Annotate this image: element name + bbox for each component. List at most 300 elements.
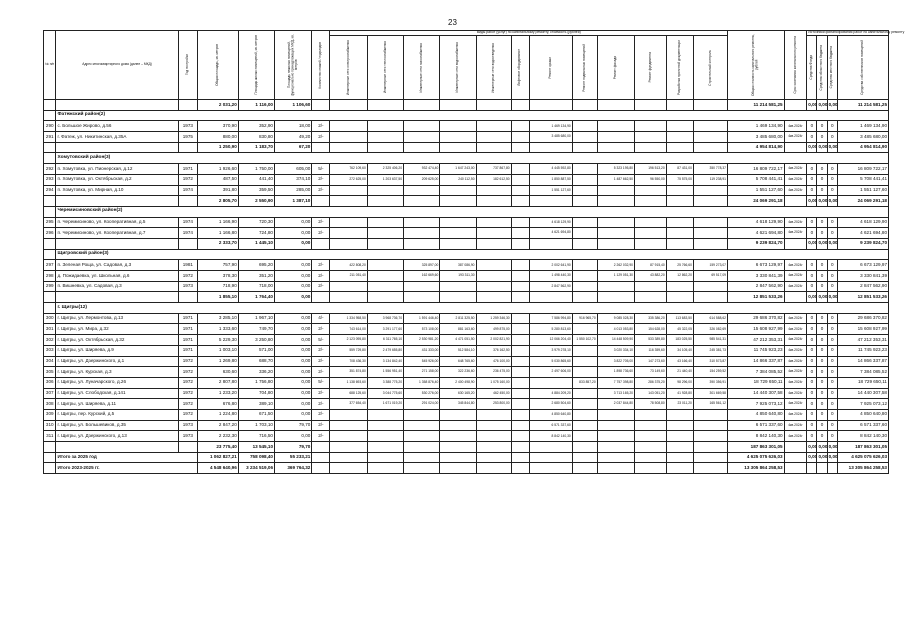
cell-w12: 69 517,09 [693, 271, 727, 282]
cell-f1: 0,00 [807, 196, 817, 207]
cell-deadline [784, 463, 807, 474]
cell-total-cost: 16 809 722,17 [728, 164, 785, 175]
cell-w6 [511, 217, 529, 228]
header-w12: Строительный контроль [693, 36, 727, 100]
cell-w8: 1 550 102,70 [572, 335, 597, 346]
cell-living-area: 441,40 [238, 174, 274, 185]
cell-w5 [476, 142, 511, 153]
cell-f1: 0 [807, 356, 817, 367]
cell-w3 [404, 431, 440, 442]
cell-num: 305 [44, 367, 56, 378]
cell-address: с. Большое Жирово, д.56 [56, 121, 178, 132]
cell-w10: 143 051,20 [635, 388, 667, 399]
cell-nonliving-area: 0,00 [275, 345, 312, 356]
cell-f4: 14 440 307,58 [837, 388, 888, 399]
cell-f2: 0 [817, 185, 827, 196]
cell-w12: 154 259,52 [693, 367, 727, 378]
cell-w5 [476, 442, 511, 453]
cell-nonliving-area: 0,00 [275, 324, 312, 335]
cell-f1: 0 [807, 217, 817, 228]
region-header-row [44, 153, 889, 164]
cell-w10: 43 882,20 [635, 271, 667, 282]
cell-f4: 4 618 129,90 [837, 217, 888, 228]
cell-w7 [529, 238, 572, 249]
header-w9: Ремонт фасада [597, 36, 634, 100]
cell-w9 [597, 420, 634, 431]
cell-living-area: 1 703,10 [238, 420, 274, 431]
cell-total-cost: 8 842 140,30 [728, 431, 785, 442]
cell-total-cost: 13 305 864 258,53 [728, 463, 785, 474]
cell-f4: 7 384 085,52 [837, 367, 888, 378]
cell-w7: 2 680 504,60 [529, 399, 572, 410]
cell-w11: 23 011,20 [666, 399, 693, 410]
cell-total-cost: 15 608 927,99 [728, 324, 785, 335]
cell-f1: 0 [807, 132, 817, 143]
cell-w10: 96 550,00 [635, 174, 667, 185]
cell-floors: 5/- [312, 164, 330, 175]
cell-w8 [572, 196, 597, 207]
cell-total-cost: 5 708 441,41 [728, 174, 785, 185]
cell-w8 [572, 399, 597, 410]
cell-address: г. Щигры, ул. Слободская, д.141 [56, 388, 178, 399]
cell-num: 308 [44, 399, 56, 410]
region-name: Щигровский район(3) [56, 249, 889, 260]
cell-w5 [476, 196, 511, 207]
cell-w10 [635, 442, 667, 453]
table-row [44, 420, 889, 431]
cell-floors: 2/- [312, 356, 330, 367]
cell-w3 [404, 228, 440, 239]
cell-w8 [572, 442, 597, 453]
cell-floors: 2/- [312, 185, 330, 196]
cell-w6 [511, 260, 529, 271]
cell-f1: 0 [807, 174, 817, 185]
cell-w2 [367, 260, 403, 271]
cell-w5: 462 450,00 [476, 388, 511, 399]
cell-w11: 43 166,40 [666, 356, 693, 367]
cell-nonliving-area: 0,00 [275, 238, 312, 249]
cell-w5 [476, 100, 511, 111]
cell-w4: 512 584,10 [440, 345, 476, 356]
cell-w5 [476, 281, 511, 292]
cell-f3: 0 [827, 388, 837, 399]
cell-floors: 2/- [312, 271, 330, 282]
cell-w5: 1 259 346,30 [476, 313, 511, 324]
cell-f3: 0,00 [827, 452, 837, 463]
cell-w11 [666, 196, 693, 207]
cell-f2: 0 [817, 431, 827, 442]
cell-w10 [635, 281, 667, 292]
cell-w3 [404, 132, 440, 143]
cell-w1 [330, 185, 367, 196]
cell-floors: 2/- [312, 399, 330, 410]
cell-f4: 24 069 291,18 [837, 196, 888, 207]
cell-w2: 1 671 019,20 [367, 399, 403, 410]
region-name: Фатежский район(2) [56, 110, 889, 121]
cell-f2: 0,00 [817, 196, 827, 207]
cell-w7: 2 002 641,90 [529, 260, 572, 271]
cell-w9 [597, 132, 634, 143]
cell-year: 1975 [178, 132, 197, 143]
cell-address: п. Хомутовка, ул. Октябрьская, д.2 [56, 174, 178, 185]
cell-f3: 0 [827, 377, 837, 388]
cell-deadline [784, 238, 807, 249]
cell-w7: 4 621 694,80 [529, 228, 572, 239]
cell-w2: 1 556 951,40 [367, 367, 403, 378]
cell-num: 291 [44, 132, 56, 143]
cell-w7 [529, 196, 572, 207]
cell-w12: 985 541,31 [693, 335, 727, 346]
cell-w6 [511, 367, 529, 378]
cell-year: 1972 [178, 399, 197, 410]
cell-w10 [635, 100, 667, 111]
cell-floors: 2/- [312, 367, 330, 378]
cell-total-cost: 3 330 841,39 [728, 271, 785, 282]
cell-w8 [572, 324, 597, 335]
cell-w6 [511, 345, 529, 356]
total-row [44, 452, 889, 463]
cell-nonliving-area: 0,00 [275, 399, 312, 410]
cell-w3: 530 276,00 [404, 388, 440, 399]
cell-w12: 390 356,91 [693, 377, 727, 388]
cell-address: п. Черемисиново, ул. Кооперативная, д.5 [56, 217, 178, 228]
table-row [44, 217, 889, 228]
cell-w1: 743 614,00 [330, 324, 367, 335]
cell-w8 [572, 100, 597, 111]
cell-year: 1973 [178, 420, 197, 431]
cell-w9 [597, 463, 634, 474]
cell-w12 [693, 442, 727, 453]
cell-w3: 209 625,00 [404, 174, 440, 185]
cell-w5 [476, 452, 511, 463]
table-row [44, 228, 889, 239]
cell-f2: 0 [817, 367, 827, 378]
cell-f3: 0 [827, 217, 837, 228]
cell-total-area: 1 269,80 [198, 356, 239, 367]
cell-w10 [635, 142, 667, 153]
cell-w5 [476, 121, 511, 132]
cell-w10 [635, 196, 667, 207]
cell-w8: 916 965,70 [572, 313, 597, 324]
cell-address: г. Щигры, ул. Луначарского, д.26 [56, 377, 178, 388]
cell-w11 [666, 142, 693, 153]
cell-w1 [330, 142, 367, 153]
cell-num: 295 [44, 217, 56, 228]
cell-w5: 182 612,50 [476, 174, 511, 185]
cell-total-cost: 4 625 075 626,03 [728, 452, 785, 463]
cell-total-cost: 29 686 370,82 [728, 313, 785, 324]
cell-year: 1972 [178, 409, 197, 420]
cell-w10 [635, 228, 667, 239]
cell-living-area: 758 098,40 [238, 452, 274, 463]
cell-nonliving-area: 67,20 [275, 142, 312, 153]
cell-w11 [666, 292, 693, 303]
cell-num: 290 [44, 121, 56, 132]
cell-floors [312, 463, 330, 474]
cell-w7: 4 618 129,90 [529, 217, 572, 228]
cell-w8 [572, 281, 597, 292]
cell-total-cost: 4 621 694,80 [728, 228, 785, 239]
cell-nonliving-area: 369 764,32 [275, 463, 312, 474]
cell-w7 [529, 100, 572, 111]
region-header-row [44, 110, 889, 121]
cell-nonliving-area: 0,00 [275, 335, 312, 346]
cell-f1: 0 [807, 185, 817, 196]
cell-f4: 9 239 824,70 [837, 238, 888, 249]
cell-f2: 0 [817, 217, 827, 228]
cell-nonliving-area: 0,00 [275, 367, 312, 378]
cell-f3: 0 [827, 174, 837, 185]
cell-floors [312, 100, 330, 111]
cell-w1 [330, 121, 367, 132]
cell-w5 [476, 217, 511, 228]
cell-w11 [666, 442, 693, 453]
cell-living-area: 3 234 519,06 [238, 463, 274, 474]
cell-f2: 0 [817, 174, 827, 185]
cell-w6 [511, 399, 529, 410]
cell-floors [312, 452, 330, 463]
cell-w8 [572, 271, 597, 282]
cell-f4: 14 866 337,87 [837, 356, 888, 367]
cell-w11 [666, 100, 693, 111]
table-row [44, 174, 889, 185]
header-living-area: Площадь жилых помещений, кв. метров [238, 31, 274, 100]
cell-w8 [572, 164, 597, 175]
table-row [44, 367, 889, 378]
cell-w7: 7 586 994,80 [529, 313, 572, 324]
cell-w7: 1 498 440,30 [529, 271, 572, 282]
header-w11: Разработка проектной документации [666, 36, 693, 100]
cell-w3: 325 897,00 [404, 260, 440, 271]
cell-w9 [597, 217, 634, 228]
cell-total-area: 1 062 827,21 [198, 452, 239, 463]
subtotal-row [44, 196, 889, 207]
cell-floors: 2/- [312, 260, 330, 271]
cell-year: 1972 [178, 367, 197, 378]
cell-w1 [330, 420, 367, 431]
cell-w7: 4 850 640,80 [529, 409, 572, 420]
cell-w2 [367, 100, 403, 111]
cell-num: 302 [44, 335, 56, 346]
cell-deadline: 4кв.2024г [784, 388, 807, 399]
cell-f2: 0 [817, 271, 827, 282]
cell-w1 [330, 238, 367, 249]
cell-total-area: 880,00 [198, 132, 239, 143]
cell-deadline: 4кв.2024г [784, 335, 807, 346]
cell-w9 [597, 452, 634, 463]
cell-w9 [597, 409, 634, 420]
cell-f2: 0 [817, 399, 827, 410]
table-row [44, 164, 889, 175]
cell-w2: 2 325 406,20 [367, 164, 403, 175]
cell-f4: 3 330 841,39 [837, 271, 888, 282]
cell-w3 [404, 238, 440, 249]
cell-f4: 7 925 073,12 [837, 399, 888, 410]
cell-w8 [572, 238, 597, 249]
cell-f4: 4 850 640,80 [837, 409, 888, 420]
cell-w6 [511, 335, 529, 346]
cell-w1: 559 729,80 [330, 345, 367, 356]
cell-w6 [511, 420, 529, 431]
cell-total-cost: 14 440 307,58 [728, 388, 785, 399]
header-w3: Инженерные сети газоснабжения [404, 36, 440, 100]
cell-w6 [511, 431, 529, 442]
cell-w6 [511, 228, 529, 239]
cell-w4: 345 844,80 [440, 399, 476, 410]
cell-w8 [572, 260, 597, 271]
cell-w11: 25 766,60 [666, 260, 693, 271]
cell-total-area: 1 003,10 [198, 345, 239, 356]
cell-w2 [367, 228, 403, 239]
cell-deadline: 4кв.2024г [784, 409, 807, 420]
cell-year: 1971 [178, 164, 197, 175]
cell-w12: 301 669,58 [693, 388, 727, 399]
header-works-group: Виды работ (услуг) по капитальному ремонту, стоимость (рублей) [330, 31, 728, 36]
cell-nonliving-area: 0,00 [275, 271, 312, 282]
cell-w12 [693, 196, 727, 207]
cell-w12: 350 778,37 [693, 164, 727, 175]
cell-w6 [511, 442, 529, 453]
cell-f2: 0,00 [817, 100, 827, 111]
cell-address: г. Щигры, ул. Лермонтова, д.13 [56, 313, 178, 324]
cell-total-area: 2 805,70 [198, 196, 239, 207]
cell-w10: 196 513,20 [635, 164, 667, 175]
cell-w5 [476, 132, 511, 143]
cell-w4 [440, 185, 476, 196]
cell-total-cost: 1 469 134,90 [728, 121, 785, 132]
cell-w9: 2 037 844,80 [597, 399, 634, 410]
cell-floors: 2/- [312, 174, 330, 185]
cell-deadline [784, 142, 807, 153]
cell-floors: 2/- [312, 409, 330, 420]
subtotal-row [44, 142, 889, 153]
cell-w10 [635, 292, 667, 303]
cell-year: 1972 [178, 377, 197, 388]
cell-w3 [404, 292, 440, 303]
cell-living-area: 1 183,70 [238, 142, 274, 153]
cell-w10 [635, 238, 667, 249]
cell-w6 [511, 409, 529, 420]
cell-living-area: 830,80 [238, 132, 274, 143]
cell-w5 [476, 409, 511, 420]
cell-f4: 6 571 337,60 [837, 420, 888, 431]
cell-address: г. Щигры, ул. Большевиков, д.35 [56, 420, 178, 431]
cell-w7: 1 469 134,90 [529, 121, 572, 132]
cell-w11: 45 322,05 [666, 324, 693, 335]
cell-w3: 932 474,40 [404, 164, 440, 175]
cell-w11 [666, 420, 693, 431]
cell-w7 [529, 142, 572, 153]
cell-f3: 0 [827, 121, 837, 132]
header-funding-group: Источники финансирования работ по капитальному ремонту [808, 30, 905, 35]
cell-total-area: 5 229,30 [198, 335, 239, 346]
cell-w6 [511, 292, 529, 303]
region-name: Черемисиновский район(2) [56, 206, 889, 217]
cell-w3 [404, 452, 440, 463]
cell-w11 [666, 409, 693, 420]
cell-w11 [666, 185, 693, 196]
cell-w7: 1 551 127,60 [529, 185, 572, 196]
cell-f3: 0 [827, 313, 837, 324]
cell-f2: 0 [817, 228, 827, 239]
cell-w8 [572, 420, 597, 431]
cell-w9: 2 262 032,90 [597, 260, 634, 271]
cell-w8: 833 857,20 [572, 377, 597, 388]
cell-f3: 0 [827, 281, 837, 292]
cell-deadline: 4кв.2024г [784, 271, 807, 282]
header-address: Адрес многоквартирного дома (далее – МКД) [56, 31, 178, 100]
cell-w2 [367, 271, 403, 282]
cell-w12 [693, 452, 727, 463]
cell-w9: 3 020 334,10 [597, 345, 634, 356]
table-row [44, 185, 889, 196]
cell-w12 [693, 100, 727, 111]
cell-total-area: 630,60 [198, 367, 239, 378]
cell-f1: 0 [807, 335, 817, 346]
cell-w11 [666, 132, 693, 143]
cell-w9 [597, 228, 634, 239]
cell-w4: 193 311,30 [440, 271, 476, 282]
cell-f3: 0,00 [827, 142, 837, 153]
cell-w2 [367, 452, 403, 463]
header-w1: Инженерные сети электроснабжения [330, 36, 367, 100]
cell-floors: 2/- [312, 121, 330, 132]
cell-w1: 708 436,30 [330, 356, 367, 367]
cell-f1: 0 [807, 420, 817, 431]
cell-w2 [367, 196, 403, 207]
cell-w9 [597, 185, 634, 196]
cell-w4: 2 811 325,50 [440, 313, 476, 324]
cell-f1 [807, 463, 817, 474]
cell-w5: 2 002 821,90 [476, 335, 511, 346]
cell-num: 311 [44, 431, 56, 442]
cell-w9 [597, 442, 634, 453]
cell-w1 [330, 452, 367, 463]
cell-w9 [597, 100, 634, 111]
header-year: Год постройки [178, 31, 197, 100]
cell-total-area: 676,80 [198, 399, 239, 410]
cell-living-area: 716,50 [238, 431, 274, 442]
cell-w8 [572, 463, 597, 474]
cell-w9: 1 487 662,50 [597, 174, 634, 185]
cell-w9: 3 822 705,00 [597, 356, 634, 367]
cell-w12: 165 561,12 [693, 399, 727, 410]
cell-w9: 14 448 509,90 [597, 335, 634, 346]
cell-total-area: 1 166,90 [198, 217, 239, 228]
cell-w11 [666, 431, 693, 442]
cell-year: 1971 [178, 335, 197, 346]
cell-nonliving-area: 0,00 [275, 388, 312, 399]
cell-w1 [330, 217, 367, 228]
cell-w3 [404, 409, 440, 420]
cell-f4: 6 673 129,97 [837, 260, 888, 271]
cell-total-area: 1 333,60 [198, 324, 239, 335]
cell-w5 [476, 228, 511, 239]
cell-w5 [476, 292, 511, 303]
cell-w8 [572, 292, 597, 303]
subtotal-row [44, 442, 889, 453]
region-header-row [44, 249, 889, 260]
cell-w12: 119 238,91 [693, 174, 727, 185]
cell-w11 [666, 452, 693, 463]
table-row [44, 132, 889, 143]
cell-w6 [511, 132, 529, 143]
header-f1: Средства Фонда [807, 36, 817, 100]
cell-w12: 245 381,73 [693, 345, 727, 356]
cell-f1: 0 [807, 409, 817, 420]
cell-total-area: 2 807,80 [198, 377, 239, 388]
cell-w4 [440, 442, 476, 453]
